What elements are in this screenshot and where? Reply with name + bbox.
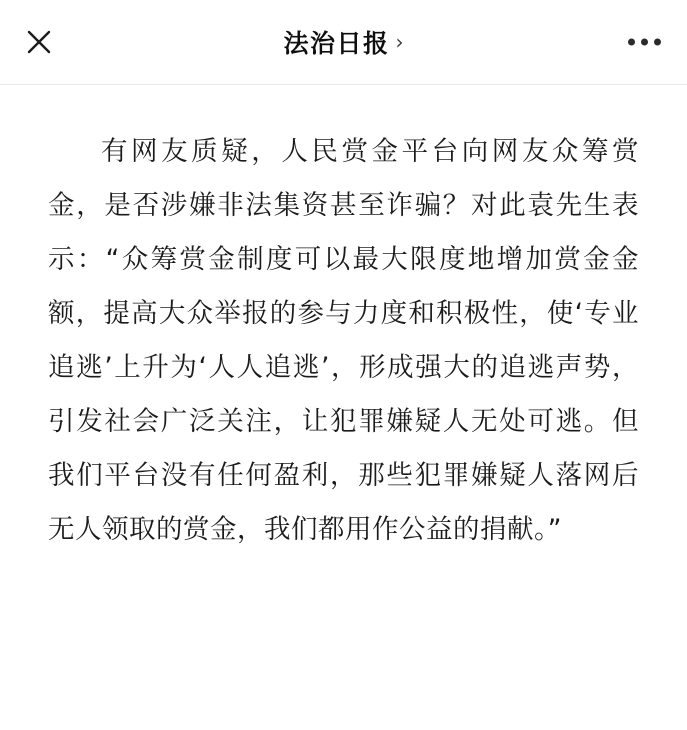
chevron-right-icon: › xyxy=(395,30,404,54)
more-horizontal-icon[interactable] xyxy=(626,33,663,52)
more-dot xyxy=(641,39,648,46)
page-title: 法治日报 xyxy=(283,29,390,58)
more-dot xyxy=(654,39,661,46)
app-header xyxy=(0,0,687,84)
article-paragraph: 有网友质疑，人民赏金平台向网友众筹赏金，是否涉嫌非法集资甚至诈骗？对此袁先生表示：“众筹赏金制度可以最大限度地增加赏金金额，提高大众举报的参与力度和积极性，使‘专业追逃’上升为‘人人追逃’，形成强大的追逃声势，引发社会广泛关注，让犯罪嫌疑人无处可逃。但我们平台没有任何盈利，那些犯罪嫌疑人落网后无人领取的赏金，我们都用作公益的捐献。” xyxy=(48,136,639,545)
article-content xyxy=(0,85,687,730)
close-icon[interactable] xyxy=(22,25,56,59)
more-dot xyxy=(628,39,635,46)
account-title[interactable] xyxy=(283,24,403,60)
